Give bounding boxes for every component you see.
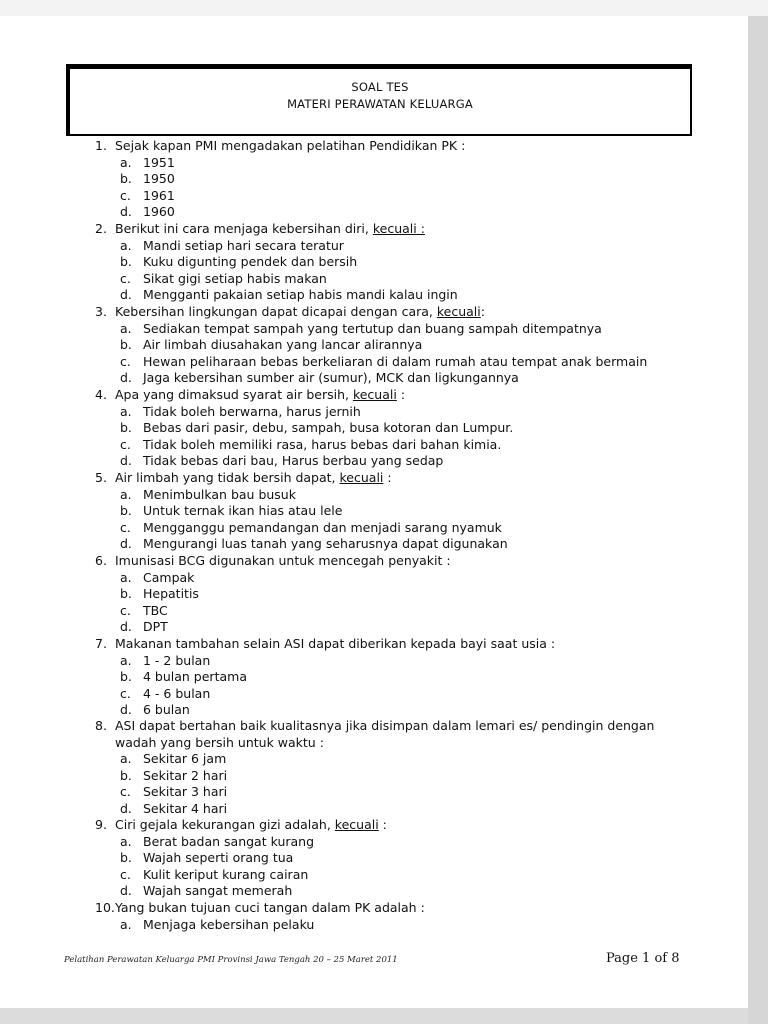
question-number: 6. — [95, 553, 107, 568]
option-text: Kuku digunting pendek dan bersih — [143, 254, 358, 270]
option-letter: c. — [120, 784, 131, 800]
option-text: 1951 — [143, 154, 175, 170]
question-text — [115, 900, 695, 917]
option-text: 1 - 2 bulan — [143, 652, 211, 668]
question-number: 4. — [95, 387, 107, 402]
option-text: Kulit keriput kurang cairan — [143, 866, 309, 882]
option-text: Sikat gigi setiap habis makan — [143, 270, 327, 286]
question-stem: Apa yang dimaksud syarat air bersih, — [115, 387, 353, 402]
option-letter: c. — [120, 602, 131, 618]
option-text: Sekitar 4 hari — [143, 801, 228, 816]
option-letter: b. — [120, 503, 132, 519]
option-letter: b. — [120, 586, 132, 602]
option-text: 6 bulan — [143, 702, 190, 718]
question-keyword: kecuali — [334, 817, 379, 832]
option-letter: d. — [120, 536, 132, 552]
option-letter: c. — [120, 270, 131, 286]
option-letter: c. — [120, 685, 131, 701]
option-letter: d. — [120, 453, 132, 469]
option-text: 4 bulan pertama — [143, 669, 247, 685]
question-suffix: : — [480, 304, 485, 319]
option-text: Mengganti pakaian setiap habis mandi kalau ingin — [143, 287, 458, 303]
option-letter: d. — [120, 883, 132, 899]
question-text — [115, 636, 695, 653]
document-page — [0, 16, 748, 1008]
question-list — [0, 16, 748, 1008]
option-text: Hepatitis — [143, 586, 199, 602]
option-letter: a. — [120, 652, 132, 668]
option-text: Wajah seperti orang tua — [143, 850, 294, 866]
option-letter: a. — [120, 320, 132, 336]
option-text: Hewan peliharaan bebas berkeliaran di dalam rumah atau tempat anak bermain — [143, 353, 648, 369]
option-letter: d. — [120, 702, 132, 718]
option-letter: a. — [120, 403, 132, 419]
option-letter: a. — [120, 833, 132, 849]
question-text — [115, 470, 695, 487]
question-number: 8. — [95, 718, 107, 733]
option-letter: c. — [120, 187, 131, 203]
question-text — [115, 553, 695, 570]
option-letter: a. — [120, 916, 132, 932]
option-text: Tidak boleh berwarna, harus jernih — [143, 403, 361, 419]
question-number: 1. — [95, 138, 107, 153]
option-letter: c. — [120, 353, 131, 369]
option-text: 1960 — [143, 204, 175, 220]
question-stem: Makanan tambahan selain ASI dapat diberikan kepada bayi saat usia : — [115, 636, 556, 651]
question-keyword: kecuali — [339, 470, 384, 485]
option-letter: d. — [120, 801, 132, 816]
question-suffix: : — [383, 470, 392, 485]
option-letter: c. — [120, 436, 131, 452]
title-line-2: MATERI PERAWATAN KELUARGA — [287, 97, 473, 111]
option-text: Sediakan tempat sampah yang tertutup dan buang sampah ditempatnya — [143, 320, 602, 336]
option-text: Tidak bebas dari bau, Harus berbau yang sedap — [143, 453, 444, 469]
option-text: Campak — [143, 569, 195, 585]
question-number: 3. — [95, 304, 107, 319]
option-text: Bebas dari pasir, debu, sampah, busa kotoran dan Lumpur. — [143, 420, 514, 436]
question-stem: Sejak kapan PMI mengadakan pelatihan Pendidikan PK : — [115, 138, 466, 153]
option-text: Wajah sangat memerah — [143, 883, 293, 899]
option-letter: d. — [120, 204, 132, 220]
question-text — [115, 138, 695, 155]
option-letter: b. — [120, 420, 132, 436]
page-number: Page 1 of 8 — [606, 951, 680, 966]
option-text: Menimbulkan bau busuk — [143, 486, 296, 502]
question-text — [115, 817, 695, 834]
question-text — [115, 221, 695, 238]
question-suffix: : — [378, 817, 387, 832]
question-stem: Ciri gejala kekurangan gizi adalah, — [115, 817, 335, 832]
option-letter: b. — [120, 337, 132, 353]
option-letter: d. — [120, 287, 132, 303]
title-line-1: SOAL TES — [351, 80, 409, 94]
scrollbar[interactable] — [748, 16, 768, 1024]
option-text: Untuk ternak ikan hias atau lele — [143, 503, 343, 519]
option-letter: c. — [120, 866, 131, 882]
question-keyword: kecuali : — [372, 221, 425, 236]
option-text: Mengganggu pemandangan dan menjadi sarang nyamuk — [143, 519, 502, 535]
option-text: Tidak boleh memiliki rasa, harus bebas dari bahan kimia. — [143, 436, 502, 452]
option-text: 1950 — [143, 171, 175, 187]
footer-text: Pelatihan Perawatan Keluarga PMI Provinsi Jawa Tengah 20 – 25 Maret 2011 — [64, 955, 398, 965]
option-letter: b. — [120, 669, 132, 685]
option-text: Sekitar 2 hari — [143, 767, 228, 783]
option-letter: b. — [120, 254, 132, 270]
option-text: Jaga kebersihan sumber air (sumur), MCK dan ligkungannya — [143, 370, 519, 386]
option-text: Berat badan sangat kurang — [143, 833, 315, 849]
option-text: DPT — [143, 619, 168, 635]
option-letter: b. — [120, 171, 132, 187]
question-number: 10. — [95, 900, 115, 915]
question-number: 7. — [95, 636, 107, 651]
option-text: Air limbah diusahakan yang lancar alirannya — [143, 337, 423, 353]
question-stem: Berikut ini cara menjaga kebersihan diri, — [115, 221, 373, 236]
option-text: Menjaga kebersihan pelaku — [143, 916, 315, 932]
option-letter: a. — [120, 237, 132, 253]
question-stem: Yang bukan tujuan cuci tangan dalam PK adalah : — [115, 900, 425, 915]
question-number: 2. — [95, 221, 107, 236]
option-letter: a. — [120, 751, 132, 767]
option-text: 1961 — [143, 187, 175, 203]
question-stem: Kebersihan lingkungan dapat dicapai dengan cara, — [115, 304, 437, 319]
question-keyword: kecuali — [352, 387, 397, 402]
viewer-top-bar — [0, 0, 768, 16]
option-letter: a. — [120, 486, 132, 502]
question-stem: Imunisasi BCG digunakan untuk mencegah penyakit : — [115, 553, 451, 568]
question-stem: ASI dapat bertahan baik kualitasnya jika disimpan dalam lemari es/ pendingin dengan wadah yang bersih untuk waktu : — [115, 718, 655, 750]
option-letter: b. — [120, 850, 132, 866]
option-letter: d. — [120, 370, 132, 386]
question-text — [115, 718, 695, 751]
option-letter: c. — [120, 519, 131, 535]
question-suffix: : — [396, 387, 406, 402]
option-letter: b. — [120, 767, 132, 783]
option-letter: d. — [120, 619, 132, 635]
option-text: Mandi setiap hari secara teratur — [143, 237, 344, 253]
option-text: Sekitar 6 jam — [143, 751, 227, 767]
option-text: Sekitar 3 hari — [143, 784, 228, 800]
question-keyword: kecuali — [436, 304, 481, 319]
question-number: 5. — [95, 470, 107, 485]
option-letter: a. — [120, 569, 132, 585]
question-text — [115, 304, 695, 321]
question-text — [115, 387, 695, 404]
option-letter: a. — [120, 154, 132, 170]
option-text: 4 - 6 bulan — [143, 685, 211, 701]
option-text: TBC — [143, 602, 168, 618]
question-stem: Air limbah yang tidak bersih dapat, — [115, 470, 340, 485]
option-text: Mengurangi luas tanah yang seharusnya dapat digunakan — [143, 536, 508, 552]
question-number: 9. — [95, 817, 107, 832]
